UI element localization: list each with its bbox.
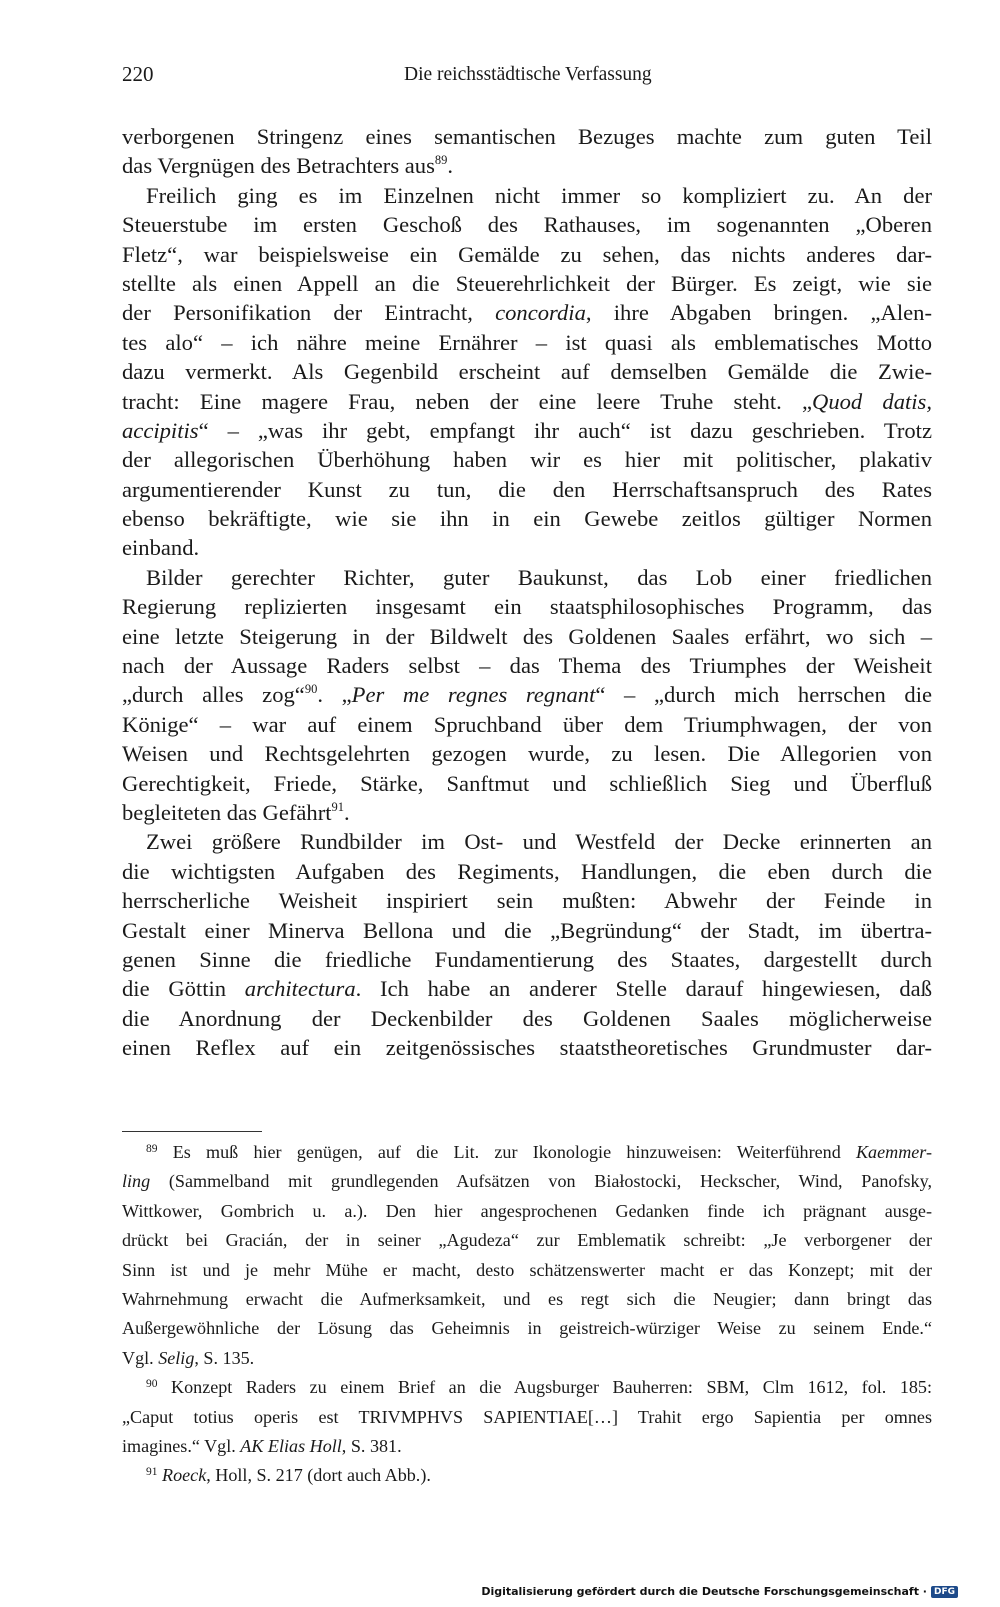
text-run: Steuerstube im ersten Geschoß des Rathauses, im sogenannten „Oberen bbox=[122, 212, 932, 238]
body-line bbox=[122, 563, 932, 592]
text-run: der Personifikation der Eintracht, bbox=[122, 300, 496, 326]
text-run: Sinn ist und je mehr Mühe er macht, desto schätzenswerter macht er das Konzept; mit der bbox=[122, 1259, 932, 1280]
text-run: stellte als einen Appell an die Steuerehrlichkeit der Bürger. Es zeigt, wie sie bbox=[122, 270, 932, 296]
italic-text: AK Elias Holl bbox=[240, 1435, 342, 1456]
text-run: Außergewöhnliche der Lösung das Geheimnis in geistreich-würziger Weise zu seinem Ende.“ bbox=[122, 1318, 932, 1339]
dfg-logo: DFG bbox=[931, 1586, 958, 1598]
italic-text: Kaemmer- bbox=[855, 1142, 932, 1162]
footnote-line bbox=[122, 1229, 932, 1258]
text-run: genen Sinne die friedliche Fundamentierung des Staates, dargestellt durch bbox=[122, 946, 932, 972]
text-run: . bbox=[447, 153, 454, 179]
footnote-line bbox=[122, 1376, 932, 1405]
text-run: tes alo“ – ich nähre meine Ernährer – ist quasi als emblematisches Motto bbox=[122, 329, 932, 355]
text-run: Könige“ – war auf einem Spruchband über dem Triumphwagen, der von bbox=[122, 711, 932, 737]
body-line bbox=[122, 328, 932, 357]
text-run: tracht: Eine magere Frau, neben der eine leere Truhe steht. „ bbox=[122, 388, 812, 414]
text-run: dazu vermerkt. Als Gegenbild erscheint auf demselben Gemälde die Zwie- bbox=[122, 359, 932, 385]
text-run: (Sammelband mit grundlegenden Aufsätzen von Białostocki, Heckscher, Wind, Panofsky, bbox=[150, 1171, 932, 1192]
body-line bbox=[122, 122, 932, 151]
text-run: Gerechtigkeit, Friede, Stärke, Sanftmut und schließlich Sieg und Überfluß bbox=[122, 770, 932, 796]
text-run: Konzept Raders zu einem Brief an die Augsburger Bauherren: SBM, Clm 1612, fol. 185: bbox=[157, 1377, 932, 1398]
credit-text: Digitalisierung gefördert durch die Deutsche Forschungsgemeinschaft · bbox=[481, 1585, 927, 1598]
body-line bbox=[122, 798, 932, 827]
text-run: Freilich ging es im Einzelnen nicht immer so kompliziert zu. An der bbox=[146, 182, 932, 208]
body-line bbox=[122, 622, 932, 651]
text-run: Regierung replizierten insgesamt ein staatsphilosophisches Programm, das bbox=[122, 594, 932, 620]
body-line bbox=[122, 298, 932, 327]
footnote-line bbox=[122, 1170, 932, 1199]
running-head: Die reichsstädtische Verfassung bbox=[404, 64, 652, 85]
italic-text: Roeck bbox=[162, 1465, 207, 1486]
italic-text: Per me regnes regnant bbox=[351, 682, 596, 708]
body-line bbox=[122, 916, 932, 945]
footnote-divider bbox=[122, 1131, 262, 1132]
footnote-line bbox=[122, 1259, 932, 1288]
text-run: , S. 381. bbox=[341, 1435, 402, 1456]
body-line bbox=[122, 269, 932, 298]
italic-text: concordia bbox=[495, 300, 586, 326]
text-run: . bbox=[344, 799, 350, 825]
footnote-line bbox=[122, 1288, 932, 1317]
text-run: die wichtigsten Aufgaben des Regiments, Handlungen, die eben durch die bbox=[122, 858, 932, 884]
text-run: , ihre Abgaben bringen. „Alen- bbox=[585, 300, 932, 326]
text-run: Vgl. bbox=[122, 1347, 159, 1368]
text-run: Weisen und Rechtsgelehrten gezogen wurde, zu lesen. Die Allegorien von bbox=[122, 741, 932, 767]
body-line bbox=[122, 181, 932, 210]
body-line bbox=[122, 680, 932, 709]
footnote-number: 91 bbox=[146, 1466, 158, 1479]
text-run: . „ bbox=[317, 682, 352, 708]
text-run: , S. 135. bbox=[194, 1347, 255, 1368]
digitization-credit bbox=[481, 1585, 958, 1598]
text-run: das Vergnügen des Betrachters aus bbox=[122, 153, 435, 179]
text-run: einband. bbox=[122, 535, 200, 561]
body-line bbox=[122, 857, 932, 886]
text-run: argumentierender Kunst zu tun, die den Herrschaftsanspruch des Rates bbox=[122, 476, 932, 502]
text-run: ebenso bekräftigte, wie sie ihn in ein Gewebe zeitlos gültiger Normen bbox=[122, 506, 932, 532]
body-line bbox=[122, 357, 932, 386]
text-run: . Ich habe an anderer Stelle darauf hingewiesen, daß bbox=[355, 976, 932, 1002]
text-run: die Anordnung der Deckenbilder des Goldenen Saales möglicherweise bbox=[122, 1005, 932, 1031]
body-line bbox=[122, 651, 932, 680]
page-number: 220 bbox=[122, 62, 154, 86]
text-run: “ – „durch mich herrschen die bbox=[595, 682, 932, 708]
italic-text: architectura bbox=[244, 976, 356, 1002]
body-line bbox=[122, 416, 932, 445]
text-run: „durch alles zog“ bbox=[122, 682, 305, 708]
text-run: Wahrnehmung erwacht die Aufmerksamkeit, und es regt sich die Neugier; dann bringt das bbox=[122, 1288, 932, 1309]
body-line bbox=[122, 886, 932, 915]
text-run: imagines.“ Vgl. bbox=[122, 1435, 241, 1456]
text-run: drückt bei Gracián, der in seiner „Agudeza“ zur Emblematik schreibt: „Je verborgener der bbox=[122, 1230, 932, 1251]
text-run: begleiteten das Gefährt bbox=[122, 799, 332, 825]
body-line bbox=[122, 827, 932, 856]
footnote-line bbox=[122, 1141, 932, 1170]
footnote-line bbox=[122, 1406, 932, 1435]
body-line bbox=[122, 1033, 932, 1062]
body-line bbox=[122, 592, 932, 621]
footnote-number: 89 bbox=[146, 1143, 158, 1155]
text-run: “ – „was ihr gebt, empfangt ihr auch“ ist dazu geschrieben. Trotz bbox=[198, 417, 932, 443]
text-run: einen Reflex auf ein zeitgenössisches staatstheoretisches Grundmuster dar- bbox=[122, 1035, 932, 1061]
text-run: , Holl, S. 217 (dort auch Abb.). bbox=[206, 1465, 431, 1486]
footnote-line bbox=[122, 1317, 932, 1346]
text-run: die Göttin bbox=[122, 976, 245, 1002]
footnotes bbox=[122, 1141, 932, 1494]
italic-text: accipitis bbox=[122, 417, 199, 443]
body-line bbox=[122, 210, 932, 239]
body-line bbox=[122, 945, 932, 974]
body-line bbox=[122, 769, 932, 798]
footnote-number: 90 bbox=[146, 1378, 158, 1391]
body-line bbox=[122, 710, 932, 739]
italic-text: Selig bbox=[158, 1347, 195, 1368]
body-line bbox=[122, 1004, 932, 1033]
text-run: „Caput totius operis est TRIVMPHVS SAPIENTIAE[…] Trahit ergo Sapientia per omnes bbox=[122, 1406, 932, 1427]
body-line bbox=[122, 475, 932, 504]
footnote-line bbox=[122, 1464, 932, 1493]
text-run: Bilder gerechter Richter, guter Baukunst, das Lob einer friedlichen bbox=[146, 564, 932, 590]
body-line bbox=[122, 445, 932, 474]
italic-text: ling bbox=[122, 1171, 151, 1192]
italic-text: Quod datis, bbox=[812, 388, 932, 414]
text-run: der allegorischen Überhöhung haben wir es hier mit politischer, plakativ bbox=[122, 447, 932, 473]
body-text bbox=[122, 122, 932, 1063]
body-line bbox=[122, 504, 932, 533]
text-run: verborgenen Stringenz eines semantischen Bezuges machte zum guten Teil bbox=[122, 124, 932, 149]
footnote-ref: 89 bbox=[434, 153, 448, 168]
text-run: Gestalt einer Minerva Bellona und die „Begründung“ der Stadt, im übertra- bbox=[122, 917, 932, 943]
body-line bbox=[122, 387, 932, 416]
body-line bbox=[122, 533, 932, 562]
text-run: Fletz“, war beispielsweise ein Gemälde zu sehen, das nichts anderes dar- bbox=[122, 241, 932, 267]
body-line bbox=[122, 240, 932, 269]
text-run: Zwei größere Rundbilder im Ost- und Westfeld der Decke erinnerten an bbox=[146, 829, 932, 855]
body-line bbox=[122, 974, 932, 1003]
footnote-ref: 91 bbox=[331, 799, 345, 814]
body-line bbox=[122, 739, 932, 768]
body-line bbox=[122, 151, 932, 180]
footnote-line bbox=[122, 1200, 932, 1229]
text-run: herrscherliche Weisheit inspiriert sein mußten: Abwehr der Feinde in bbox=[122, 888, 932, 914]
page-header bbox=[122, 62, 882, 92]
text-run: Es muß hier genügen, auf die Lit. zur Ikonologie hinzuweisen: Weiterführend bbox=[157, 1142, 856, 1162]
text-run: eine letzte Steigerung in der Bildwelt des Goldenen Saales erfährt, wo sich – bbox=[122, 623, 932, 649]
text-run: nach der Aussage Raders selbst – das Thema des Triumphes der Weisheit bbox=[122, 653, 932, 679]
footnote-line bbox=[122, 1435, 932, 1464]
footnote-ref: 90 bbox=[304, 682, 318, 697]
text-run: Wittkower, Gombrich u. a.). Den hier angesprochenen Gedanken finde ich prägnant ausge- bbox=[122, 1200, 932, 1221]
footnote-line bbox=[122, 1347, 932, 1376]
